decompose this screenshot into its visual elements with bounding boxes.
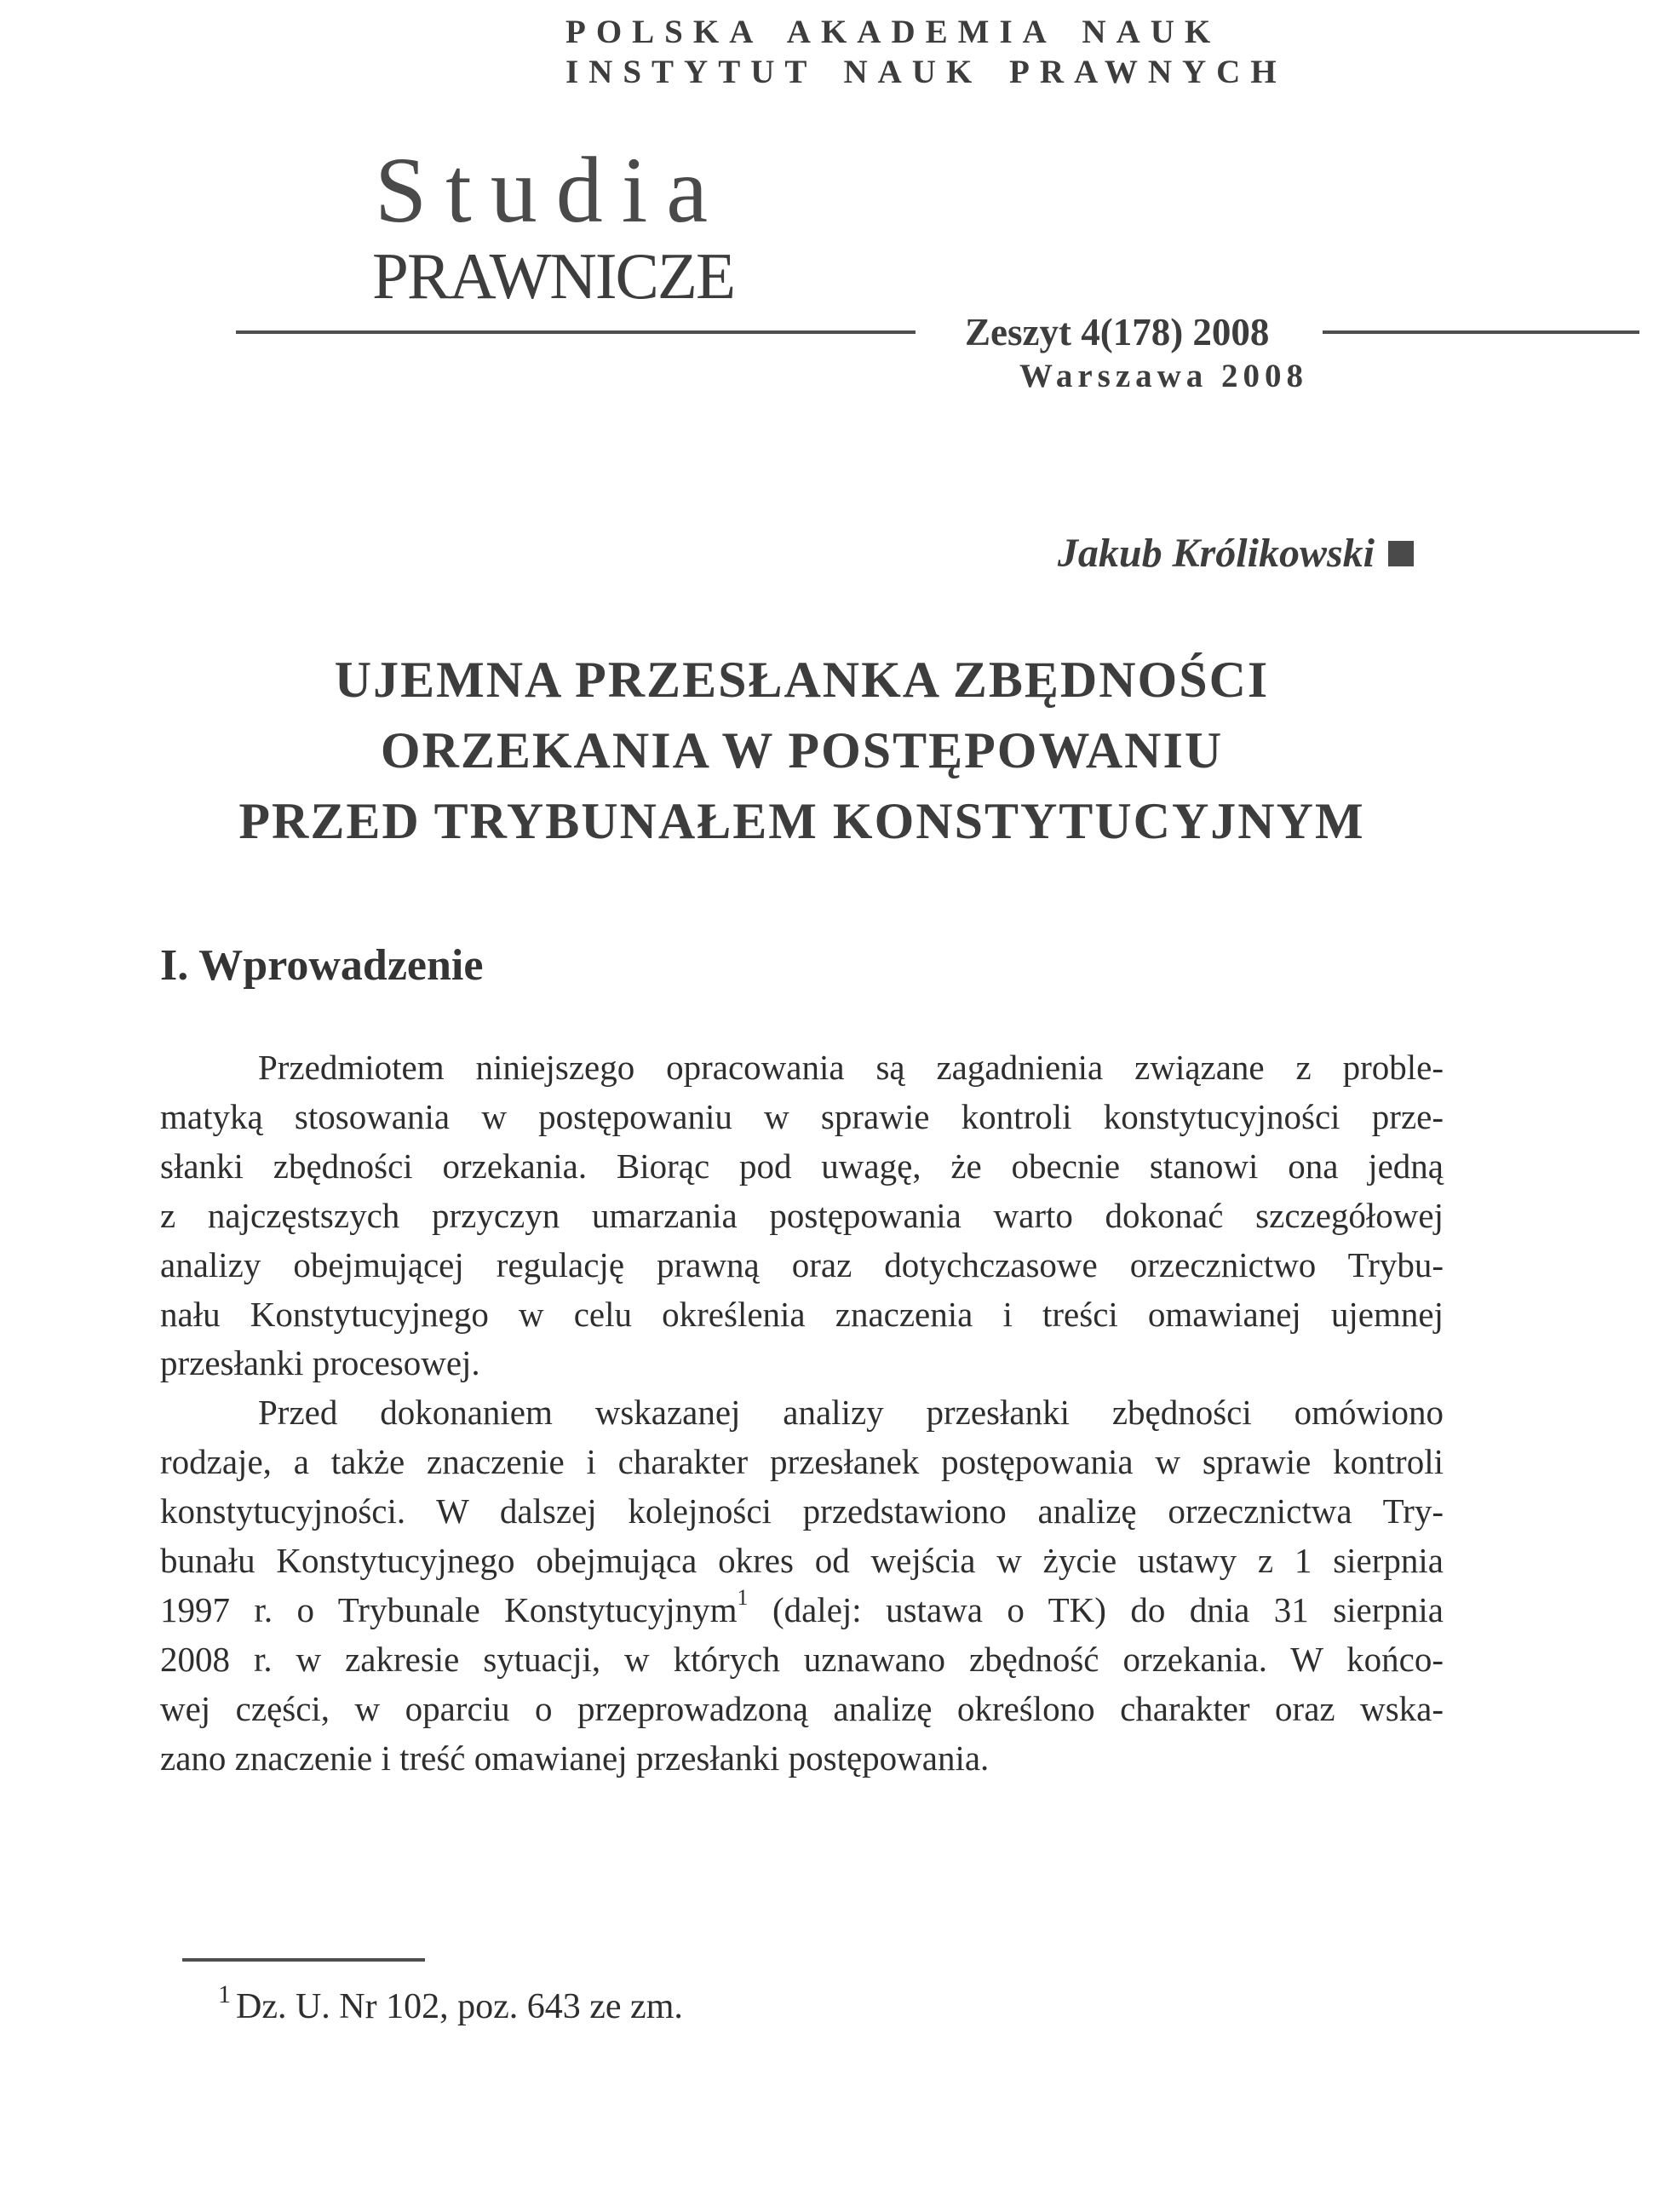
footnote-rule (182, 1958, 425, 1962)
masthead-rule-left (236, 330, 916, 334)
journal-title-studia: Studia (375, 138, 727, 242)
author-row (160, 530, 1414, 577)
article-title-line-3: PRZED TRYBUNAŁEM KONSTYTUCYJNYM (238, 793, 1365, 849)
footnote-ref-1: 1 (737, 1584, 749, 1610)
body-line: wej części, w oparciu o przeprowadzoną analizę określono charakter oraz wska- (160, 1688, 1444, 1728)
body-line: zano znaczenie i treść omawianej przesłanki postępowania. (160, 1738, 990, 1778)
body-line: Przedmiotem niniejszego opracowania są zagadnienia związane z proble- (258, 1048, 1444, 1087)
body-line: analizy obejmującej regulację prawną oraz dotychczasowe orzecznictwo Trybu- (160, 1244, 1444, 1284)
body-line: konstytucyjności. W dalszej kolejności przedstawiono analizę orzecznictwa Try- (160, 1491, 1444, 1531)
footnote-marker: 1 (218, 1980, 231, 2008)
journal-title-prawnicze: PRAWNICZE (372, 239, 734, 313)
body-line: bunału Konstytucyjnego obejmująca okres od wejścia w życie ustawy z 1 sierpnia (160, 1541, 1444, 1581)
body-line: 2008 r. w zakresie sytuacji, w których uznawano zbędność orzekania. W końco- (160, 1639, 1444, 1679)
article-title-line-2: ORZEKANIA W POSTĘPOWANIU (380, 722, 1224, 779)
place-year-label: Warszawa 2008 (1019, 358, 1309, 394)
body-line (160, 1586, 1444, 1635)
publisher-block (565, 12, 1287, 92)
masthead-rule-right (1323, 330, 1639, 334)
section-heading-wprowadzenie: I. Wprowadzenie (160, 941, 484, 990)
author-name: Jakub Królikowski (1057, 531, 1375, 576)
body-line: słanki zbędności orzekania. Biorąc pod uwagę, że obecnie stanowi ona jedną (160, 1146, 1444, 1186)
publisher-name: POLSKA AKADEMIA NAUK (565, 14, 1221, 50)
body-line-text: 1997 r. o Trybunale Konstytucyjnym (160, 1589, 738, 1629)
article-title (160, 645, 1444, 857)
body-line: przesłanki procesowej. (160, 1343, 480, 1383)
article-title-line-1: UJEMNA PRZESŁANKA ZBĘDNOŚCI (334, 652, 1270, 708)
author-square-marker (1388, 541, 1414, 566)
issue-label: Zeszyt 4(178) 2008 (965, 311, 1270, 353)
body-line: matyką stosowania w postępowaniu w sprawie kontroli konstytucyjności prze- (160, 1096, 1444, 1136)
article-body (160, 1043, 1444, 1784)
institute-name: INSTYTUT NAUK PRAWNYCH (565, 54, 1287, 90)
body-line: rodzaje, a także znaczenie i charakter przesłanek postępowania w sprawie kontroli (160, 1442, 1444, 1482)
body-line: z najczęstszych przyczyn umarzania postępowania warto dokonać szczegółowej (160, 1195, 1444, 1235)
footnote-text: Dz. U. Nr 102, poz. 643 ze zm. (236, 1987, 683, 2026)
footnote (218, 1980, 683, 2029)
body-line-text: (dalej: ustawa o TK) do dnia 31 sierpnia (748, 1589, 1444, 1629)
body-line: nału Konstytucyjnego w celu określenia znaczenia i treści omawianej ujemnej (160, 1294, 1444, 1334)
body-line: Przed dokonaniem wskazanej analizy przesłanki zbędności omówiono (258, 1393, 1444, 1433)
